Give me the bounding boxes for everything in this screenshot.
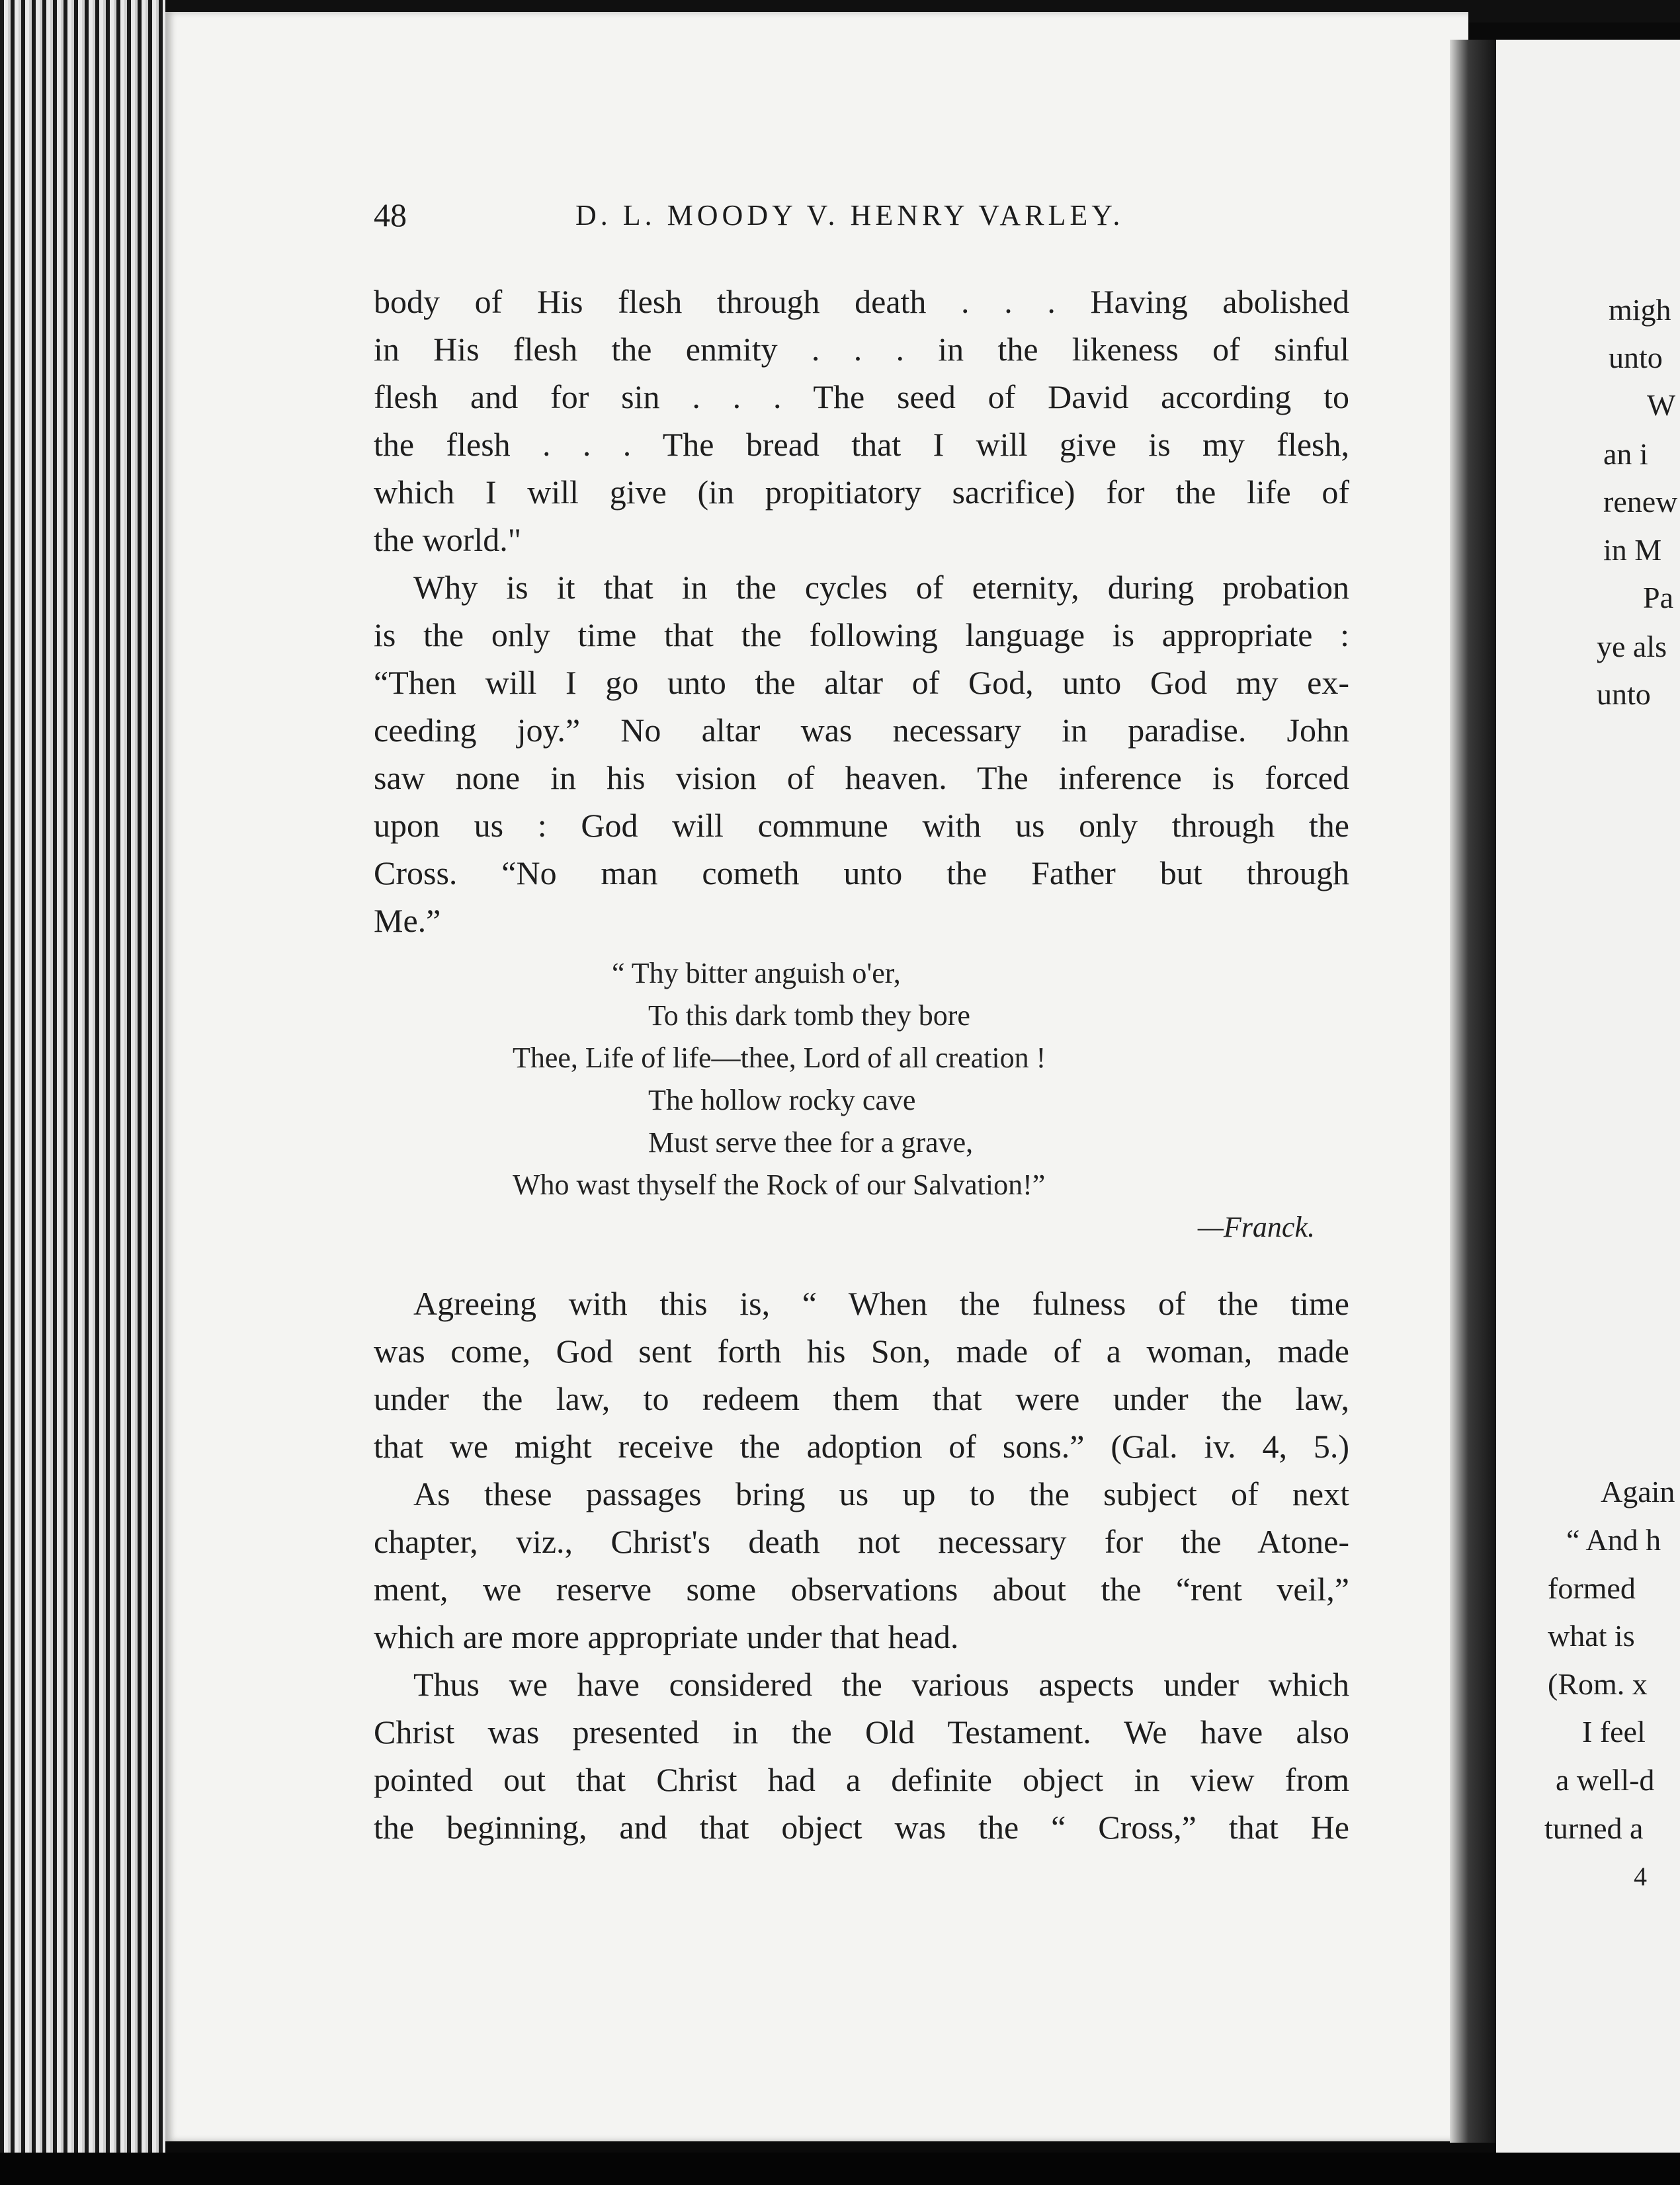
bottom-border <box>0 2153 1680 2185</box>
poem-line: Who wast thyself the Rock of our Salvation!” <box>513 1169 1046 1201</box>
text-line: which are more appropriate under that head. <box>374 1618 959 1655</box>
facing-text: renew <box>1603 485 1678 518</box>
text-line: the flesh . . . The bread that I will give is my flesh, <box>374 426 1349 463</box>
text-line: Cross. “No man cometh unto the Father but through <box>374 854 1349 891</box>
facing-text: formed <box>1548 1571 1636 1605</box>
facing-text: ye als <box>1597 630 1667 663</box>
facing-text: Pa <box>1643 581 1673 614</box>
page-number: 48 <box>374 196 407 233</box>
facing-text: “ And h <box>1566 1523 1661 1557</box>
text-line: upon us : God will commune with us only through the <box>374 807 1349 844</box>
text-line: “Then will I go unto the altar of God, unto God my ex- <box>374 664 1349 701</box>
facing-text: I feel <box>1582 1715 1646 1749</box>
text-line: the beginning, and that object was the “ Cross,” that He <box>374 1809 1349 1846</box>
page-edges-left <box>0 0 165 2185</box>
signature-mark: 4 <box>1634 1862 1647 1891</box>
facing-text: in M <box>1603 533 1662 567</box>
poem-line: To this dark tomb they bore <box>648 999 970 1032</box>
text-line: pointed out that Christ had a definite object in view from <box>374 1761 1349 1798</box>
facing-text: turned a <box>1544 1811 1644 1845</box>
running-head: D. L. MOODY V. HENRY VARLEY. <box>575 199 1124 231</box>
text-line: body of His flesh through death . . . Having abolished <box>374 283 1349 320</box>
poem-line: Thee, Life of life—thee, Lord of all creation ! <box>513 1042 1046 1074</box>
facing-text: Again <box>1601 1475 1675 1508</box>
text-line: under the law, to redeem them that were under the law, <box>374 1380 1349 1417</box>
text-line: chapter, viz., Christ's death not necessary for the Atone- <box>374 1523 1349 1560</box>
page-header <box>374 196 1353 242</box>
facing-text: migh <box>1609 293 1671 327</box>
poem-line: The hollow rocky cave <box>648 1084 916 1116</box>
text-line: was come, God sent forth his Son, made of a woman, made <box>374 1333 1349 1370</box>
facing-text: what is <box>1548 1619 1635 1653</box>
book-gutter <box>1450 40 1496 2143</box>
text-line: ment, we reserve some observations about the “rent veil,” <box>374 1571 1349 1608</box>
facing-text: unto <box>1609 341 1663 374</box>
text-line: saw none in his vision of heaven. The inference is forced <box>374 759 1349 796</box>
text-line: in His flesh the enmity . . . in the likeness of sinful <box>374 331 1349 368</box>
text-line: flesh and for sin . . . The seed of David according to <box>374 378 1349 415</box>
text-line: Thus we have considered the various aspects under which <box>413 1666 1349 1703</box>
text-line: Why is it that in the cycles of eternity, during probation <box>413 569 1349 606</box>
facing-text: an i <box>1603 437 1648 471</box>
text-line: which I will give (in propitiatory sacrifice) for the life of <box>374 474 1349 511</box>
text-line: that we might receive the adoption of sons.” (Gal. iv. 4, 5.) <box>374 1428 1349 1465</box>
text-line: Christ was presented in the Old Testament. We have also <box>374 1713 1349 1751</box>
facing-text: (Rom. x <box>1548 1667 1648 1701</box>
poem-quote <box>374 952 1349 1249</box>
body-text-top <box>374 278 1349 944</box>
text-line: is the only time that the following language is appropriate : <box>374 616 1349 653</box>
body-text-bottom <box>374 1280 1349 1851</box>
text-line: As these passages bring us up to the subject of next <box>413 1475 1349 1512</box>
facing-text: unto <box>1597 677 1651 711</box>
poem-line: Must serve thee for a grave, <box>648 1126 974 1159</box>
facing-text: W <box>1647 388 1676 422</box>
text-line: Me.” <box>374 902 441 939</box>
facing-text: a well-d <box>1556 1763 1655 1797</box>
poem-line: “ Thy bitter anguish o'er, <box>612 957 901 989</box>
text-line: ceeding joy.” No altar was necessary in paradise. John <box>374 712 1349 749</box>
text-line: the world." <box>374 521 522 558</box>
text-line: Agreeing with this is, “ When the fulness of the time <box>413 1285 1349 1322</box>
poem-attribution: —Franck. <box>1197 1211 1315 1243</box>
